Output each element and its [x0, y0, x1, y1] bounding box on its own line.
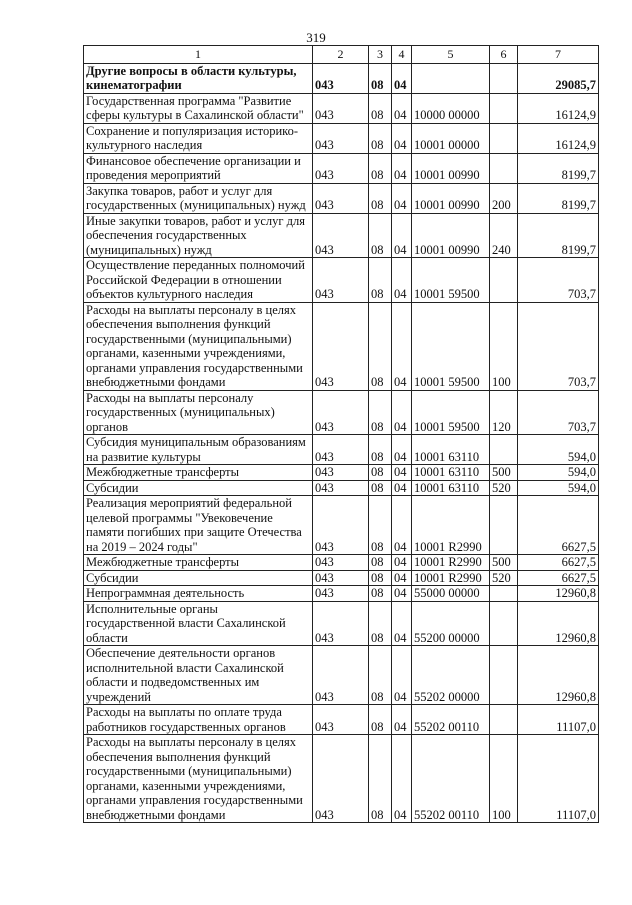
row-code-cell: 043 — [313, 123, 369, 153]
row-expense-type-cell — [490, 646, 518, 705]
row-target-article-cell: 10000 00000 — [412, 93, 490, 123]
row-subsection-cell: 04 — [392, 390, 412, 435]
row-section-cell: 08 — [369, 586, 392, 602]
row-section-cell: 08 — [369, 465, 392, 481]
row-amount-cell: 8199,7 — [518, 183, 599, 213]
row-name-cell: Субсидии — [84, 480, 313, 496]
row-name-cell: Непрограммная деятельность — [84, 586, 313, 602]
row-code-cell: 043 — [313, 601, 369, 646]
row-target-article-cell: 55202 00110 — [412, 735, 490, 823]
row-subsection-cell: 04 — [392, 435, 412, 465]
row-subsection-cell: 04 — [392, 646, 412, 705]
table-row — [84, 390, 599, 435]
row-code-cell: 043 — [313, 63, 369, 93]
header-cell: 7 — [518, 46, 599, 64]
row-expense-type-cell — [490, 705, 518, 735]
budget-table — [83, 45, 599, 823]
row-subsection-cell: 04 — [392, 601, 412, 646]
header-cell: 6 — [490, 46, 518, 64]
table-row — [84, 93, 599, 123]
table-row — [84, 601, 599, 646]
table-row — [84, 570, 599, 586]
row-target-article-cell: 10001 59500 — [412, 258, 490, 303]
row-subsection-cell: 04 — [392, 183, 412, 213]
row-subsection-cell: 04 — [392, 496, 412, 555]
row-subsection-cell: 04 — [392, 153, 412, 183]
row-expense-type-cell — [490, 63, 518, 93]
row-subsection-cell: 04 — [392, 213, 412, 258]
header-cell: 1 — [84, 46, 313, 64]
row-subsection-cell: 04 — [392, 123, 412, 153]
table-row — [84, 123, 599, 153]
row-code-cell: 043 — [313, 570, 369, 586]
row-code-cell: 043 — [313, 153, 369, 183]
table-row — [84, 63, 599, 93]
row-subsection-cell: 04 — [392, 93, 412, 123]
row-target-article-cell: 55202 00000 — [412, 646, 490, 705]
table-row — [84, 213, 599, 258]
row-name-cell: Субсидия муниципальным образованиям на развитие культуры — [84, 435, 313, 465]
row-subsection-cell: 04 — [392, 735, 412, 823]
row-section-cell: 08 — [369, 213, 392, 258]
row-name-cell: Межбюджетные трансферты — [84, 555, 313, 571]
table-row — [84, 735, 599, 823]
table-row — [84, 153, 599, 183]
row-amount-cell: 8199,7 — [518, 153, 599, 183]
row-expense-type-cell — [490, 496, 518, 555]
table-row — [84, 496, 599, 555]
row-target-article-cell: 10001 00990 — [412, 153, 490, 183]
row-expense-type-cell: 100 — [490, 735, 518, 823]
row-code-cell: 043 — [313, 646, 369, 705]
row-name-cell: Расходы на выплаты персоналу государственных (муниципальных) органов — [84, 390, 313, 435]
row-section-cell: 08 — [369, 735, 392, 823]
row-code-cell: 043 — [313, 183, 369, 213]
row-name-cell: Сохранение и популяризация историко-культурного наследия — [84, 123, 313, 153]
header-cell: 5 — [412, 46, 490, 64]
row-target-article-cell: 55200 00000 — [412, 601, 490, 646]
table-row — [84, 586, 599, 602]
row-code-cell: 043 — [313, 735, 369, 823]
row-amount-cell: 594,0 — [518, 480, 599, 496]
row-amount-cell: 6627,5 — [518, 555, 599, 571]
row-section-cell: 08 — [369, 183, 392, 213]
row-expense-type-cell: 520 — [490, 480, 518, 496]
row-target-article-cell: 10001 00990 — [412, 213, 490, 258]
table-row — [84, 555, 599, 571]
row-amount-cell: 703,7 — [518, 390, 599, 435]
row-name-cell: Межбюджетные трансферты — [84, 465, 313, 481]
table-row — [84, 465, 599, 481]
row-name-cell: Реализация мероприятий федеральной целевой программы "Увековечение памяти погибших при защите Отечества на 2019 – 2024 годы" — [84, 496, 313, 555]
row-section-cell: 08 — [369, 435, 392, 465]
row-subsection-cell: 04 — [392, 570, 412, 586]
table-row — [84, 435, 599, 465]
row-amount-cell: 703,7 — [518, 258, 599, 303]
row-name-cell: Обеспечение деятельности органов исполнительной власти Сахалинской области и подведомственных им учреждений — [84, 646, 313, 705]
row-amount-cell: 12960,8 — [518, 586, 599, 602]
row-amount-cell: 6627,5 — [518, 496, 599, 555]
row-section-cell: 08 — [369, 570, 392, 586]
row-name-cell: Субсидии — [84, 570, 313, 586]
table-row — [84, 183, 599, 213]
row-section-cell: 08 — [369, 63, 392, 93]
row-amount-cell: 8199,7 — [518, 213, 599, 258]
row-amount-cell: 594,0 — [518, 465, 599, 481]
row-amount-cell: 594,0 — [518, 435, 599, 465]
row-subsection-cell: 04 — [392, 302, 412, 390]
row-name-cell: Иные закупки товаров, работ и услуг для обеспечения государственных (муниципальных) нужд — [84, 213, 313, 258]
row-expense-type-cell — [490, 93, 518, 123]
row-subsection-cell: 04 — [392, 555, 412, 571]
row-target-article-cell: 10001 00990 — [412, 183, 490, 213]
row-code-cell: 043 — [313, 390, 369, 435]
row-subsection-cell: 04 — [392, 258, 412, 303]
row-expense-type-cell — [490, 435, 518, 465]
row-section-cell: 08 — [369, 390, 392, 435]
row-name-cell: Финансовое обеспечение организации и проведения мероприятий — [84, 153, 313, 183]
row-expense-type-cell: 520 — [490, 570, 518, 586]
row-section-cell: 08 — [369, 496, 392, 555]
table-header-row — [84, 46, 599, 64]
row-code-cell: 043 — [313, 258, 369, 303]
row-amount-cell: 11107,0 — [518, 735, 599, 823]
row-expense-type-cell — [490, 153, 518, 183]
row-expense-type-cell: 100 — [490, 302, 518, 390]
row-name-cell: Государственная программа "Развитие сферы культуры в Сахалинской области" — [84, 93, 313, 123]
row-target-article-cell: 10001 R2990 — [412, 496, 490, 555]
row-target-article-cell: 10001 00000 — [412, 123, 490, 153]
row-code-cell: 043 — [313, 480, 369, 496]
table-row — [84, 705, 599, 735]
row-target-article-cell: 55202 00110 — [412, 705, 490, 735]
row-section-cell: 08 — [369, 601, 392, 646]
row-section-cell: 08 — [369, 302, 392, 390]
row-amount-cell: 16124,9 — [518, 123, 599, 153]
table-row — [84, 302, 599, 390]
row-expense-type-cell: 120 — [490, 390, 518, 435]
row-target-article-cell: 55000 00000 — [412, 586, 490, 602]
row-expense-type-cell: 500 — [490, 465, 518, 481]
row-expense-type-cell: 240 — [490, 213, 518, 258]
row-expense-type-cell — [490, 586, 518, 602]
table-row — [84, 646, 599, 705]
row-section-cell: 08 — [369, 480, 392, 496]
row-name-cell: Закупка товаров, работ и услуг для государственных (муниципальных) нужд — [84, 183, 313, 213]
row-target-article-cell: 10001 R2990 — [412, 570, 490, 586]
row-target-article-cell: 10001 63110 — [412, 465, 490, 481]
row-amount-cell: 29085,7 — [518, 63, 599, 93]
row-name-cell: Расходы на выплаты персоналу в целях обеспечения выполнения функций государственными (муниципальными) органами, казенными учреждениями, органами управления государственными внебюджетными фондами — [84, 302, 313, 390]
row-expense-type-cell — [490, 258, 518, 303]
row-code-cell: 043 — [313, 93, 369, 123]
row-target-article-cell: 10001 59500 — [412, 390, 490, 435]
row-subsection-cell: 04 — [392, 480, 412, 496]
row-expense-type-cell: 200 — [490, 183, 518, 213]
row-expense-type-cell — [490, 601, 518, 646]
row-name-cell: Расходы на выплаты по оплате труда работников государственных органов — [84, 705, 313, 735]
row-section-cell: 08 — [369, 646, 392, 705]
row-section-cell: 08 — [369, 705, 392, 735]
table-row — [84, 258, 599, 303]
table-row — [84, 480, 599, 496]
row-code-cell: 043 — [313, 586, 369, 602]
row-amount-cell: 16124,9 — [518, 93, 599, 123]
row-name-cell: Расходы на выплаты персоналу в целях обеспечения выполнения функций государственными (муниципальными) органами, казенными учреждениями, органами управления государственными внебюджетными фондами — [84, 735, 313, 823]
header-cell: 3 — [369, 46, 392, 64]
row-target-article-cell: 10001 63110 — [412, 435, 490, 465]
row-name-cell: Осуществление переданных полномочий Российской Федерации в отношении объектов культурного наследия — [84, 258, 313, 303]
row-amount-cell: 6627,5 — [518, 570, 599, 586]
row-amount-cell: 703,7 — [518, 302, 599, 390]
row-expense-type-cell: 500 — [490, 555, 518, 571]
row-code-cell: 043 — [313, 302, 369, 390]
row-code-cell: 043 — [313, 435, 369, 465]
row-subsection-cell: 04 — [392, 705, 412, 735]
row-amount-cell: 12960,8 — [518, 601, 599, 646]
row-target-article-cell: 10001 63110 — [412, 480, 490, 496]
row-section-cell: 08 — [369, 258, 392, 303]
row-name-cell: Исполнительные органы государственной власти Сахалинской области — [84, 601, 313, 646]
row-target-article-cell — [412, 63, 490, 93]
row-target-article-cell: 10001 59500 — [412, 302, 490, 390]
row-target-article-cell: 10001 R2990 — [412, 555, 490, 571]
row-code-cell: 043 — [313, 555, 369, 571]
row-section-cell: 08 — [369, 153, 392, 183]
row-expense-type-cell — [490, 123, 518, 153]
row-section-cell: 08 — [369, 123, 392, 153]
row-amount-cell: 12960,8 — [518, 646, 599, 705]
row-section-cell: 08 — [369, 555, 392, 571]
row-code-cell: 043 — [313, 496, 369, 555]
row-code-cell: 043 — [313, 705, 369, 735]
row-section-cell: 08 — [369, 93, 392, 123]
row-code-cell: 043 — [313, 465, 369, 481]
row-code-cell: 043 — [313, 213, 369, 258]
header-cell: 4 — [392, 46, 412, 64]
row-subsection-cell: 04 — [392, 586, 412, 602]
row-subsection-cell: 04 — [392, 63, 412, 93]
row-amount-cell: 11107,0 — [518, 705, 599, 735]
row-name-cell: Другие вопросы в области культуры, кинематографии — [84, 63, 313, 93]
header-cell: 2 — [313, 46, 369, 64]
page-number: 319 — [306, 30, 326, 45]
row-subsection-cell: 04 — [392, 465, 412, 481]
